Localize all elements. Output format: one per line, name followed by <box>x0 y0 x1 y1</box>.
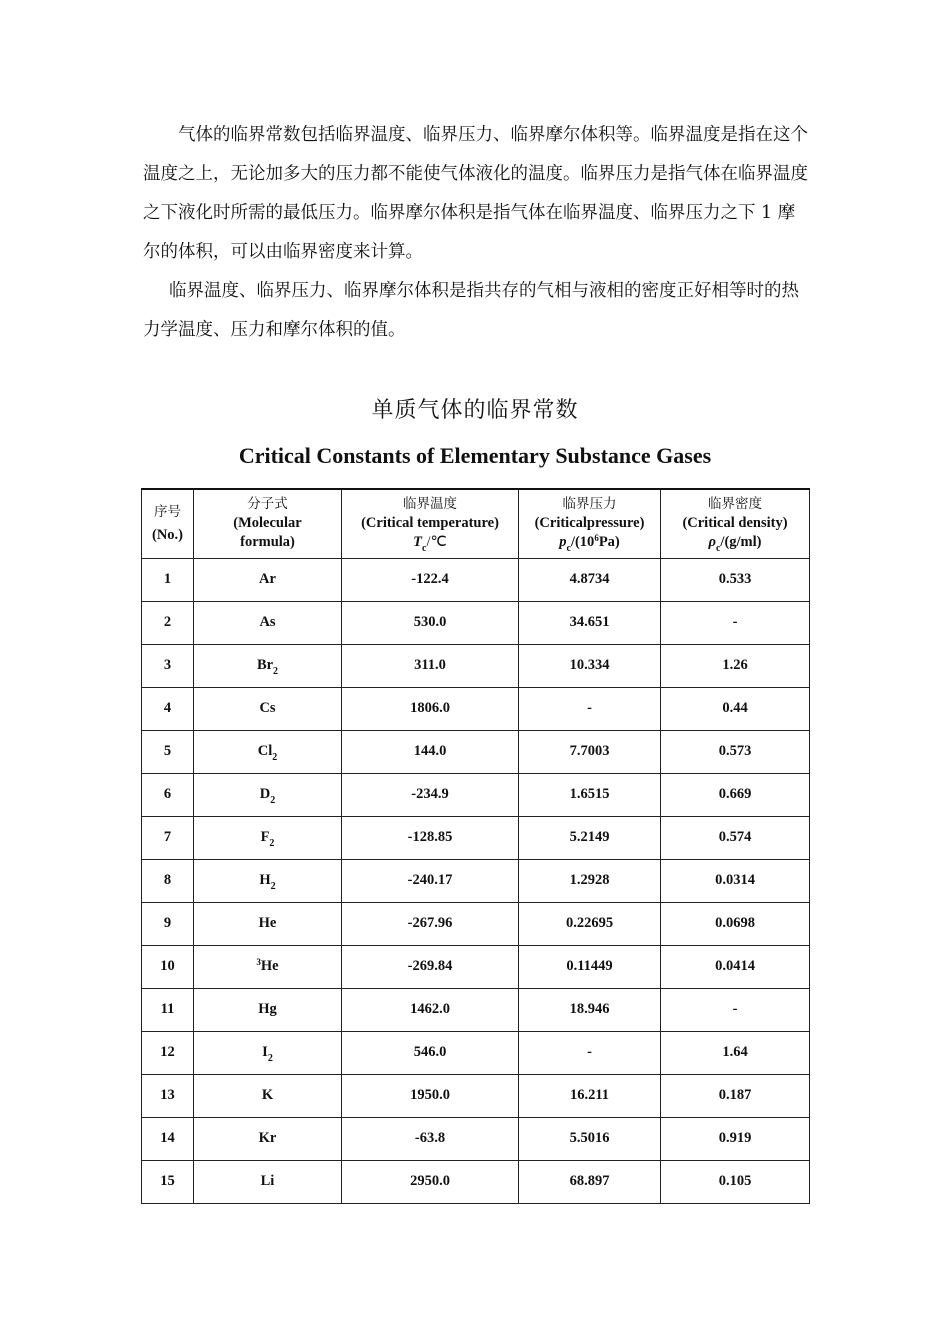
pressure-subscript: c <box>566 542 571 554</box>
cell-formula <box>194 1117 342 1160</box>
formula-symbol: I <box>262 1044 268 1060</box>
cell-density: 0.574 <box>661 816 810 859</box>
cell-no: 5 <box>142 730 194 773</box>
cell-pressure: 16.211 <box>519 1074 661 1117</box>
cell-formula <box>194 773 342 816</box>
cell-formula <box>194 687 342 730</box>
header-no <box>142 489 194 558</box>
cell-temperature: -128.85 <box>342 816 519 859</box>
cell-temperature: 2950.0 <box>342 1160 519 1203</box>
cell-formula <box>194 644 342 687</box>
formula-subscript: 2 <box>270 795 276 806</box>
formula-symbol: H <box>259 872 271 888</box>
cell-formula <box>194 601 342 644</box>
table-row <box>142 1074 810 1117</box>
cell-no: 2 <box>142 601 194 644</box>
cell-density: - <box>661 601 810 644</box>
cell-pressure: - <box>519 687 661 730</box>
table-row <box>142 1031 810 1074</box>
cell-formula <box>194 988 342 1031</box>
density-symbol: ρ <box>708 533 716 550</box>
intro-paragraph-2: 临界温度、临界压力、临界摩尔体积是指共存的气相与液相的密度正好相等时的热力学温度、压力和摩尔体积的值。 <box>143 281 799 340</box>
cell-pressure: 0.22695 <box>519 902 661 945</box>
cell-no: 1 <box>142 558 194 601</box>
header-pressure <box>519 489 661 558</box>
cell-pressure: 5.2149 <box>519 816 661 859</box>
cell-formula <box>194 730 342 773</box>
cell-temperature: -267.96 <box>342 902 519 945</box>
formula-symbol: Li <box>260 1173 275 1189</box>
pressure-unit-a: /(10 <box>570 533 595 550</box>
formula-symbol: F <box>260 829 270 845</box>
header-formula-cn: 分子式 <box>247 496 288 513</box>
cell-density: 0.0314 <box>661 859 810 902</box>
table-row <box>142 601 810 644</box>
cell-pressure: 68.897 <box>519 1160 661 1203</box>
table-row <box>142 902 810 945</box>
header-pressure-cn: 临界压力 <box>562 495 617 512</box>
cell-pressure: 7.7003 <box>519 730 661 773</box>
cell-no: 12 <box>142 1031 194 1074</box>
cell-no: 6 <box>142 773 194 816</box>
cell-formula <box>194 902 342 945</box>
cell-no: 14 <box>142 1117 194 1160</box>
cell-pressure: 1.6515 <box>519 773 661 816</box>
table-row <box>142 816 810 859</box>
cell-pressure: 34.651 <box>519 601 661 644</box>
header-no-en: (No.) <box>151 526 183 543</box>
header-temperature <box>342 489 519 558</box>
cell-pressure: - <box>519 1031 661 1074</box>
cell-pressure: 10.334 <box>519 644 661 687</box>
cell-density: 1.26 <box>661 644 810 687</box>
table-row <box>142 1160 810 1203</box>
formula-symbol: As <box>259 614 276 630</box>
formula-symbol: Ar <box>259 571 276 587</box>
cell-density: 0.573 <box>661 730 810 773</box>
formula-subscript: 2 <box>272 752 278 763</box>
table-title-english: Critical Constants of Elementary Substance Gases <box>238 443 712 468</box>
temperature-unit: /℃ <box>426 533 447 550</box>
header-temperature-cn: 临界温度 <box>403 495 457 512</box>
cell-density: 0.919 <box>661 1117 810 1160</box>
table-row <box>142 687 810 730</box>
table-row <box>142 644 810 687</box>
cell-pressure: 0.11449 <box>519 945 661 988</box>
table-title-chinese: 单质气体的临界常数 <box>371 398 579 423</box>
cell-temperature: 530.0 <box>342 601 519 644</box>
cell-no: 13 <box>142 1074 194 1117</box>
header-pressure-en: (Criticalpressure) <box>534 514 645 531</box>
table-body <box>142 558 810 1203</box>
header-formula-en-1: (Molecular <box>233 515 302 532</box>
intro-text <box>143 116 810 350</box>
header-density-cn: 临界密度 <box>708 495 762 512</box>
cell-pressure: 18.946 <box>519 988 661 1031</box>
cell-no: 4 <box>142 687 194 730</box>
header-formula <box>194 489 342 558</box>
cell-density: 0.105 <box>661 1160 810 1203</box>
cell-no: 7 <box>142 816 194 859</box>
pressure-unit-b: Pa) <box>598 533 620 550</box>
cell-density: 0.44 <box>661 687 810 730</box>
header-pressure-unit <box>519 533 660 553</box>
header-row <box>142 489 810 558</box>
header-density-unit <box>661 533 809 553</box>
cell-density: 1.64 <box>661 1031 810 1074</box>
cell-no: 15 <box>142 1160 194 1203</box>
cell-density: 0.0414 <box>661 945 810 988</box>
cell-temperature: -269.84 <box>342 945 519 988</box>
formula-symbol: He <box>260 958 279 974</box>
cell-temperature: -63.8 <box>342 1117 519 1160</box>
table-row <box>142 773 810 816</box>
cell-no: 9 <box>142 902 194 945</box>
cell-pressure: 4.8734 <box>519 558 661 601</box>
header-no-cn: 序号 <box>154 503 181 520</box>
temperature-subscript: c <box>422 542 427 554</box>
cell-formula <box>194 1074 342 1117</box>
formula-symbol: Cl <box>257 743 273 759</box>
table-row <box>142 730 810 773</box>
density-unit: /(g/ml) <box>720 533 762 550</box>
formula-subscript: 2 <box>269 838 275 849</box>
density-subscript: c <box>715 542 721 554</box>
critical-constants-table <box>141 488 810 1204</box>
cell-formula <box>194 1031 342 1074</box>
header-density <box>661 489 810 558</box>
table-row <box>142 988 810 1031</box>
formula-subscript: 2 <box>270 881 276 892</box>
cell-density: 0.669 <box>661 773 810 816</box>
cell-temperature: 546.0 <box>342 1031 519 1074</box>
pressure-unit-sup: 6 <box>594 532 599 543</box>
table-row <box>142 558 810 601</box>
formula-symbol: He <box>258 915 277 931</box>
temperature-symbol: T <box>413 533 423 550</box>
cell-temperature: -234.9 <box>342 773 519 816</box>
cell-temperature: -122.4 <box>342 558 519 601</box>
cell-temperature: 311.0 <box>342 644 519 687</box>
formula-subscript: 2 <box>273 666 279 677</box>
cell-pressure: 1.2928 <box>519 859 661 902</box>
formula-symbol: Cs <box>259 700 276 716</box>
header-formula-en-2: formula) <box>240 534 295 551</box>
table-row <box>142 1117 810 1160</box>
header-temperature-en: (Critical temperature) <box>361 514 499 531</box>
formula-symbol: K <box>261 1087 274 1103</box>
cell-temperature: 1950.0 <box>342 1074 519 1117</box>
formula-superscript: 3 <box>256 957 261 967</box>
cell-formula <box>194 1160 342 1203</box>
cell-formula <box>194 945 342 988</box>
cell-temperature: 144.0 <box>342 730 519 773</box>
cell-pressure: 5.5016 <box>519 1117 661 1160</box>
table-header <box>142 489 810 558</box>
formula-symbol: Kr <box>258 1130 277 1146</box>
formula-symbol: Hg <box>258 1001 277 1017</box>
cell-formula <box>194 816 342 859</box>
cell-density: 0.187 <box>661 1074 810 1117</box>
cell-no: 3 <box>142 644 194 687</box>
cell-density: 0.533 <box>661 558 810 601</box>
cell-no: 8 <box>142 859 194 902</box>
cell-density: 0.0698 <box>661 902 810 945</box>
cell-formula <box>194 859 342 902</box>
cell-formula <box>194 558 342 601</box>
header-temperature-unit <box>342 533 518 553</box>
header-density-en: (Critical density) <box>682 514 788 531</box>
cell-temperature: 1806.0 <box>342 687 519 730</box>
table-row <box>142 945 810 988</box>
cell-temperature: -240.17 <box>342 859 519 902</box>
table-row <box>142 859 810 902</box>
formula-symbol: D <box>259 786 271 802</box>
pressure-symbol: p <box>559 533 567 550</box>
cell-no: 11 <box>142 988 194 1031</box>
intro-paragraph-1: 气体的临界常数包括临界温度、临界压力、临界摩尔体积等。临界温度是指在这个温度之上，无论加多大的压力都不能使气体液化的温度。临界压力是指气体在临界温度之下液化时所需的最低压力。临界摩尔体积是指气体在临界温度、临界压力之下 1 摩尔的体积，可以由临界密度来计算。 <box>143 125 808 262</box>
formula-subscript: 2 <box>267 1053 273 1064</box>
cell-temperature: 1462.0 <box>342 988 519 1031</box>
cell-no: 10 <box>142 945 194 988</box>
formula-symbol: Br <box>256 657 274 673</box>
cell-density: - <box>661 988 810 1031</box>
